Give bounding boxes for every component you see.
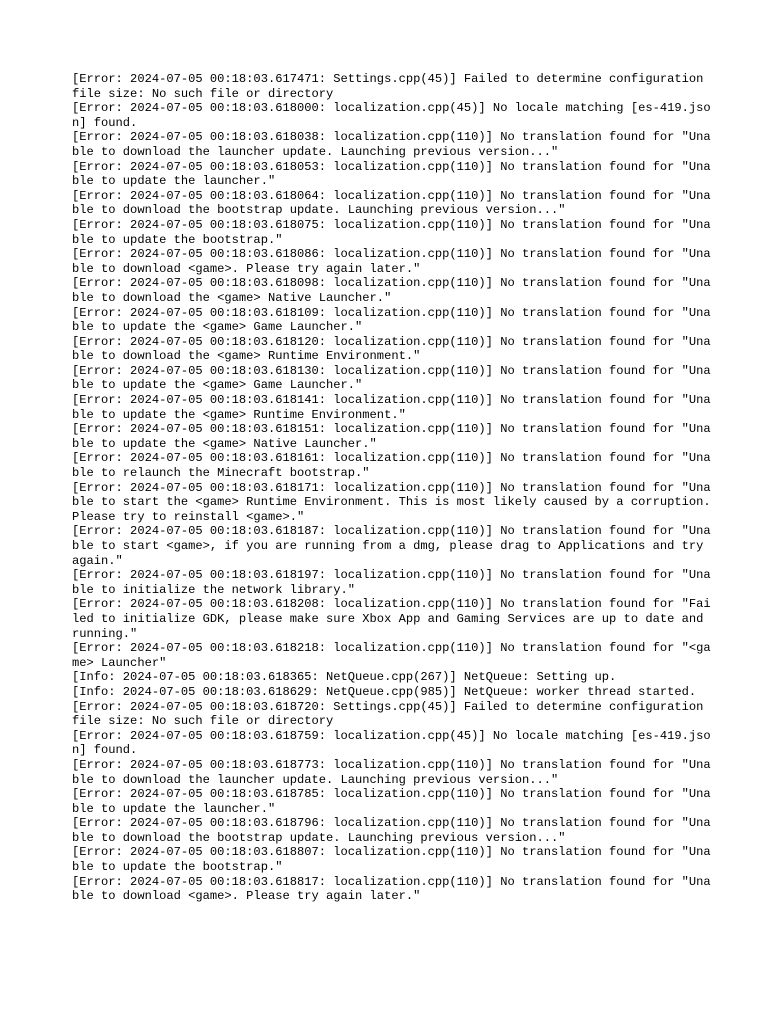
- log-entry: [Error: 2024-07-05 00:18:03.618759: localization.cpp(45)] No locale matching [es-419.json] found.: [72, 728, 711, 758]
- log-entry: [Error: 2024-07-05 00:18:03.618218: localization.cpp(110)] No translation found for "<game> Launcher": [72, 641, 711, 670]
- log-entry: [Info: 2024-07-05 00:18:03.618629: NetQueue.cpp(985)] NetQueue: worker thread started.: [72, 684, 697, 699]
- log-entry: [Error: 2024-07-05 00:18:03.618151: localization.cpp(110)] No translation found for "Unable to update the <game> Native Launcher.": [72, 422, 711, 451]
- log-entry: [Error: 2024-07-05 00:18:03.618130: localization.cpp(110)] No translation found for "Unable to update the <game> Game Launcher.": [72, 363, 711, 393]
- log-entry: [Error: 2024-07-05 00:18:03.618171: localization.cpp(110)] No translation found for "Unable to start the <game> Runtime Environment. This is most likely caused by a corruption. Please try to reinstall <game>.": [72, 480, 718, 524]
- log-entry: [Error: 2024-07-05 00:18:03.618086: localization.cpp(110)] No translation found for "Unable to download <game>. Please try again later.": [72, 247, 711, 276]
- log-entry: [Error: 2024-07-05 00:18:03.618141: localization.cpp(110)] No translation found for "Unable to update the <game> Runtime Environment.": [72, 393, 711, 422]
- log-entry: [Info: 2024-07-05 00:18:03.618365: NetQueue.cpp(267)] NetQueue: Setting up.: [72, 670, 617, 685]
- log-entry: [Error: 2024-07-05 00:18:03.618197: localization.cpp(110)] No translation found for "Unable to initialize the network library.": [72, 568, 711, 597]
- log-entry: [Error: 2024-07-05 00:18:03.618161: localization.cpp(110)] No translation found for "Unable to relaunch the Minecraft bootstrap.": [72, 451, 711, 481]
- log-entry: [Error: 2024-07-05 00:18:03.618773: localization.cpp(110)] No translation found for "Unable to download the launcher update. Launching previous version...": [72, 757, 711, 787]
- log-entry: [Error: 2024-07-05 00:18:03.618053: localization.cpp(110)] No translation found for "Unable to update the launcher.": [72, 159, 711, 189]
- log-entry: [Error: 2024-07-05 00:18:03.618208: localization.cpp(110)] No translation found for "Failed to initialize GDK, please make sure Xbox App and Gaming Services are up to date and running.": [72, 597, 711, 641]
- log-entry: [Error: 2024-07-05 00:18:03.618720: Settings.cpp(45)] Failed to determine configuration file size: No such file or directory: [72, 699, 711, 729]
- log-entry: [Error: 2024-07-05 00:18:03.618796: localization.cpp(110)] No translation found for "Unable to download the bootstrap update. Launching previous version...": [72, 816, 711, 845]
- log-entry: [Error: 2024-07-05 00:18:03.618038: localization.cpp(110)] No translation found for "Unable to download the launcher update. Launching previous version...": [72, 130, 711, 159]
- log-entry: [Error: 2024-07-05 00:18:03.618075: localization.cpp(110)] No translation found for "Unable to update the bootstrap.": [72, 217, 711, 247]
- log-entry: [Error: 2024-07-05 00:18:03.618817: localization.cpp(110)] No translation found for "Unable to download <game>. Please try again later.": [72, 874, 711, 904]
- log-entry: [Error: 2024-07-05 00:18:03.618187: localization.cpp(110)] No translation found for "Unable to start <game>, if you are running from a dmg, please drag to Applications and try again.": [72, 524, 711, 568]
- log-entry: [Error: 2024-07-05 00:18:03.618109: localization.cpp(110)] No translation found for "Unable to update the <game> Game Launcher.": [72, 305, 711, 335]
- log-entry: [Error: 2024-07-05 00:18:03.618807: localization.cpp(110)] No translation found for "Unable to update the bootstrap.": [72, 845, 711, 875]
- log-entry: [Error: 2024-07-05 00:18:03.618064: localization.cpp(110)] No translation found for "Unable to download the bootstrap update. Launching previous version...": [72, 188, 711, 218]
- log-entry: [Error: 2024-07-05 00:18:03.617471: Settings.cpp(45)] Failed to determine configuration file size: No such file or directory: [72, 72, 711, 101]
- log-entry: [Error: 2024-07-05 00:18:03.618120: localization.cpp(110)] No translation found for "Unable to download the <game> Runtime Environment.": [72, 334, 711, 364]
- log-entry: [Error: 2024-07-05 00:18:03.618098: localization.cpp(110)] No translation found for "Unable to download the <game> Native Launcher.": [72, 276, 711, 305]
- log-entry: [Error: 2024-07-05 00:18:03.618000: localization.cpp(45)] No locale matching [es-419.json] found.: [72, 101, 711, 130]
- log-document: [72, 72, 718, 904]
- log-entry: [Error: 2024-07-05 00:18:03.618785: localization.cpp(110)] No translation found for "Unable to update the launcher.": [72, 787, 711, 816]
